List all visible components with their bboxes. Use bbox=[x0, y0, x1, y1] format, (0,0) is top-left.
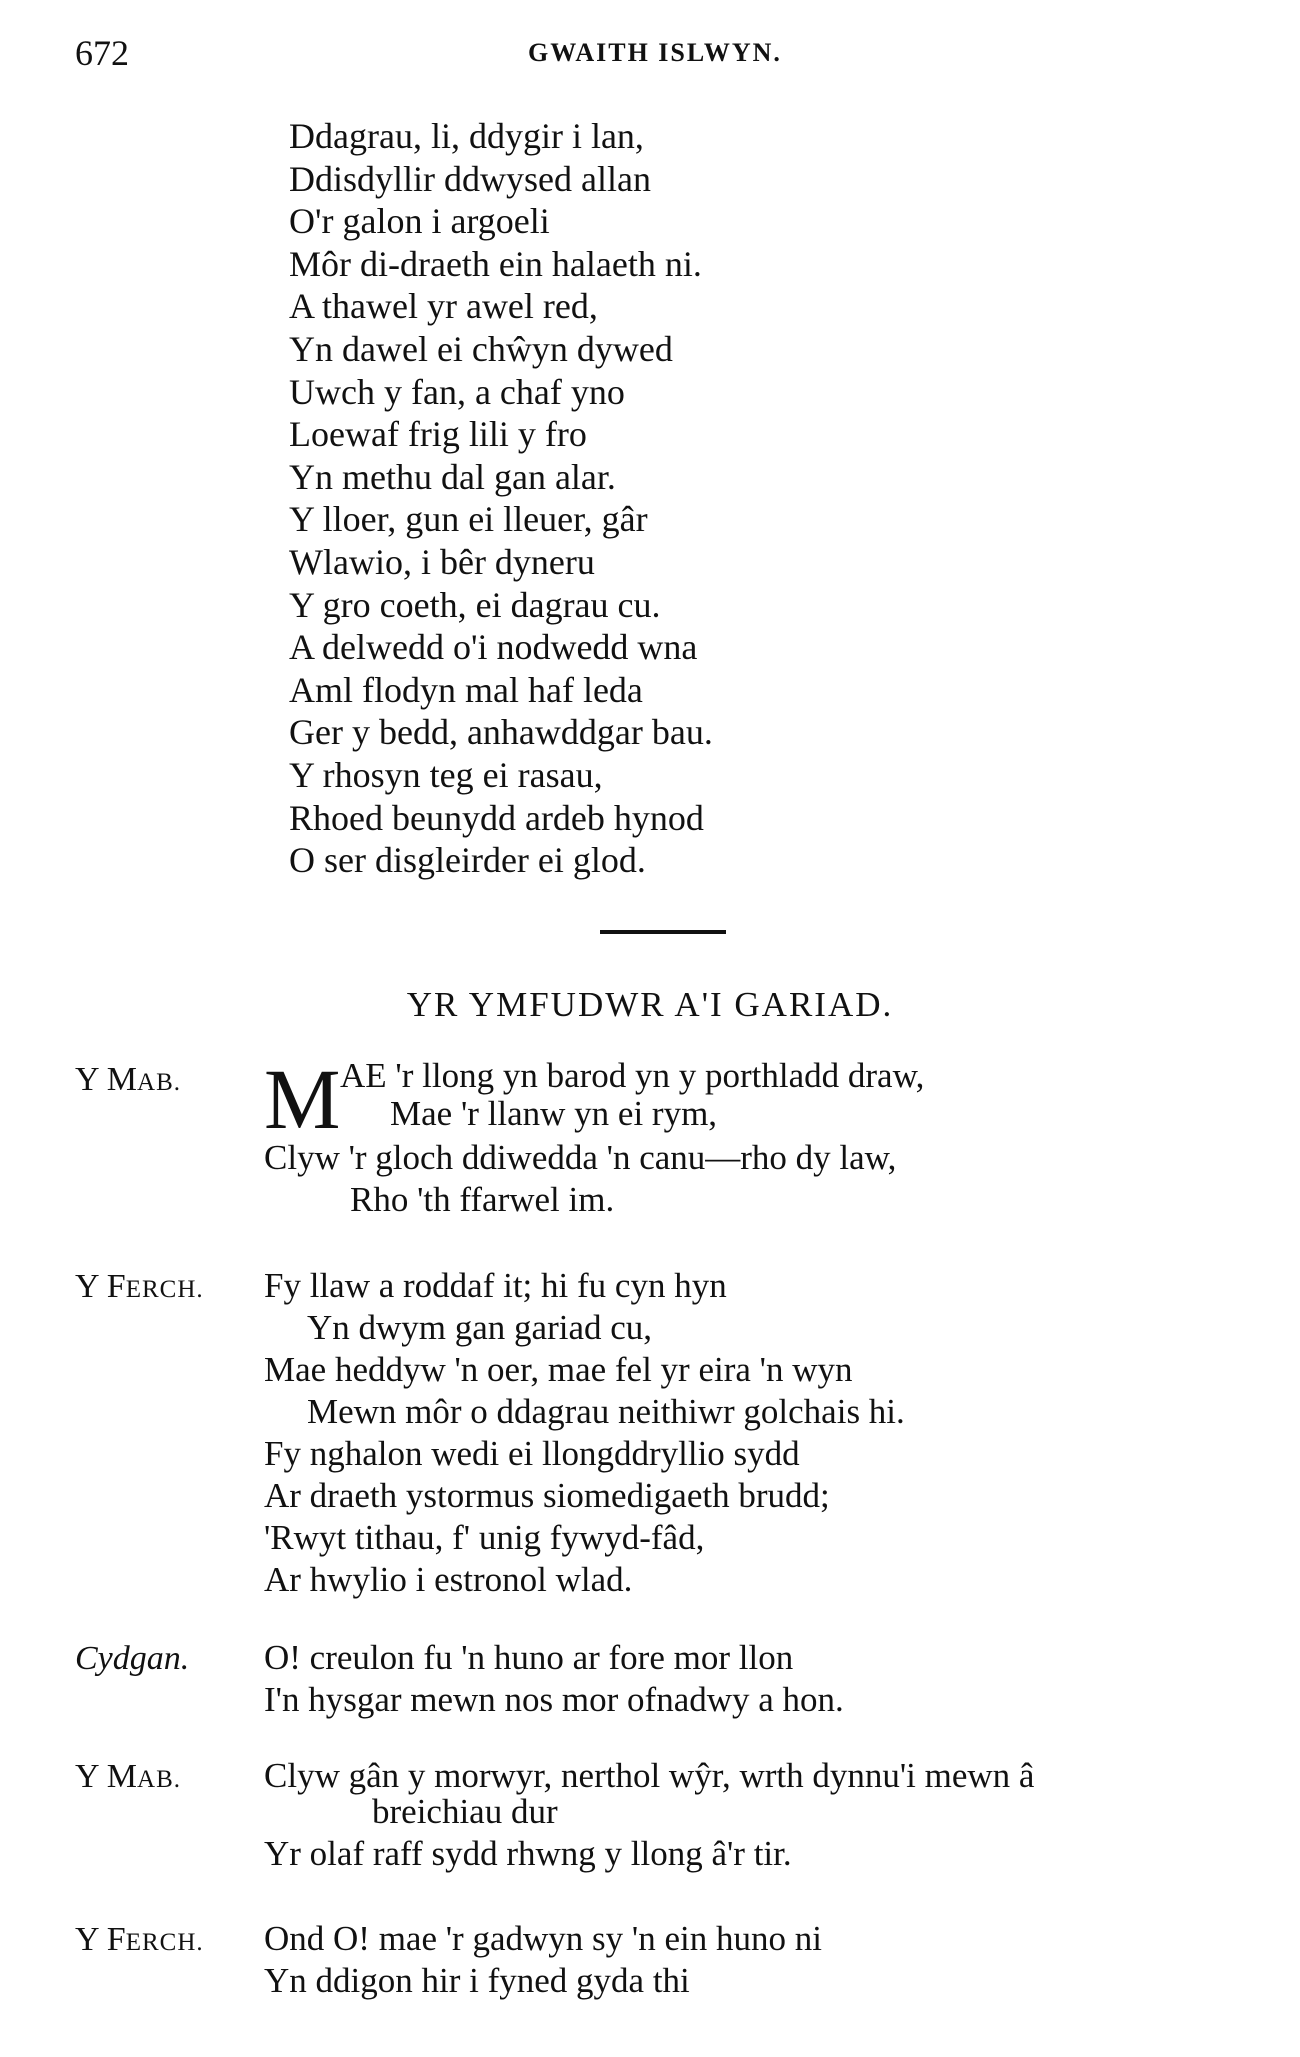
poem-line: Ddisdyllir ddwysed allan bbox=[289, 158, 651, 199]
verse-line: Rho 'th ffarwel im. bbox=[350, 1180, 615, 1219]
speaker-label: Y FERCH. bbox=[75, 1268, 204, 1305]
speaker-label: Y MAB. bbox=[75, 1758, 182, 1795]
poem-line: Ddagrau, li, ddygir i lan, bbox=[289, 116, 644, 156]
verse-line: Mewn môr o ddagrau neithiwr golchais hi. bbox=[307, 1392, 905, 1431]
poem-line: Y rhosyn teg ei rasau, bbox=[289, 754, 603, 795]
poem-line: A thawel yr awel red, bbox=[289, 286, 598, 327]
speaker-label: Y MAB. bbox=[75, 1061, 182, 1098]
verse-line: I'n hysgar mewn nos mor ofnadwy a hon. bbox=[264, 1680, 844, 1719]
poem-line: Yn methu dal gan alar. bbox=[289, 456, 616, 497]
section-divider bbox=[600, 930, 726, 934]
running-head: GWAITH ISLWYN. bbox=[528, 38, 782, 67]
verse-line: Fy llaw a roddaf it; hi fu cyn hyn bbox=[264, 1266, 727, 1305]
poem-line: Loewaf frig lili y fro bbox=[289, 414, 587, 455]
verse-line: Clyw gân y morwyr, nerthol wŷr, wrth dynnu'i mewn â bbox=[264, 1756, 1035, 1795]
page-header bbox=[0, 32, 1300, 72]
verse-line: 'Rwyt tithau, f' unig fywyd-fâd, bbox=[264, 1518, 705, 1557]
speaker-label: Cydgan. bbox=[75, 1640, 190, 1677]
poem-line: Aml flodyn mal haf leda bbox=[289, 669, 643, 710]
poem-line: Y lloer, gun ei lleuer, gâr bbox=[289, 499, 648, 540]
verse-line: Fy nghalon wedi ei llongddryllio sydd bbox=[264, 1434, 800, 1473]
poem-line: Uwch y fan, a chaf yno bbox=[289, 371, 625, 412]
verse-line: breichiau dur bbox=[372, 1792, 558, 1831]
page-number: 672 bbox=[75, 33, 129, 73]
verse-line: Ond O! mae 'r gadwyn sy 'n ein huno ni bbox=[264, 1919, 822, 1958]
poem-title: YR YMFUDWR A'I GARIAD. bbox=[406, 985, 894, 1024]
verse-line: Yn dwym gan gariad cu, bbox=[307, 1308, 653, 1347]
poem-line: Ger y bedd, anhawddgar bau. bbox=[289, 712, 713, 753]
verse-line: AE 'r llong yn barod yn y porthladd draw, bbox=[340, 1056, 925, 1095]
verse-line: Clyw 'r gloch ddiwedda 'n canu—rho dy law, bbox=[264, 1138, 897, 1177]
verse-line: Ar draeth ystormus siomedigaeth brudd; bbox=[264, 1476, 830, 1515]
verse-line: Yr olaf raff sydd rhwng y llong â'r tir. bbox=[264, 1834, 792, 1873]
poem-continuation bbox=[289, 115, 713, 882]
verse-line: Ar hwylio i estronol wlad. bbox=[264, 1560, 633, 1599]
verse-line: Yn ddigon hir i fyned gyda thi bbox=[264, 1961, 690, 2000]
verse-line: Mae 'r llanw yn ei rym, bbox=[390, 1094, 718, 1133]
poem-line: Wlawio, i bêr dyneru bbox=[289, 541, 595, 582]
poem-line: O'r galon i argoeli bbox=[289, 201, 550, 242]
poem-line: Môr di-draeth ein halaeth ni. bbox=[289, 243, 702, 284]
poem-line: Yn dawel ei chŵyn dywed bbox=[289, 328, 673, 369]
drop-cap: M bbox=[264, 1051, 341, 1147]
speaker-label: Y FERCH. bbox=[75, 1921, 204, 1958]
poem-line: Rhoed beunydd ardeb hynod bbox=[289, 797, 704, 838]
poem-line: O ser disgleirder ei glod. bbox=[289, 840, 646, 881]
verse-line: Mae heddyw 'n oer, mae fel yr eira 'n wyn bbox=[264, 1350, 853, 1389]
poem-line: A delwedd o'i nodwedd wna bbox=[289, 627, 698, 668]
poem-line: Y gro coeth, ei dagrau cu. bbox=[289, 584, 661, 625]
verse-line: O! creulon fu 'n huno ar fore mor llon bbox=[264, 1638, 794, 1677]
